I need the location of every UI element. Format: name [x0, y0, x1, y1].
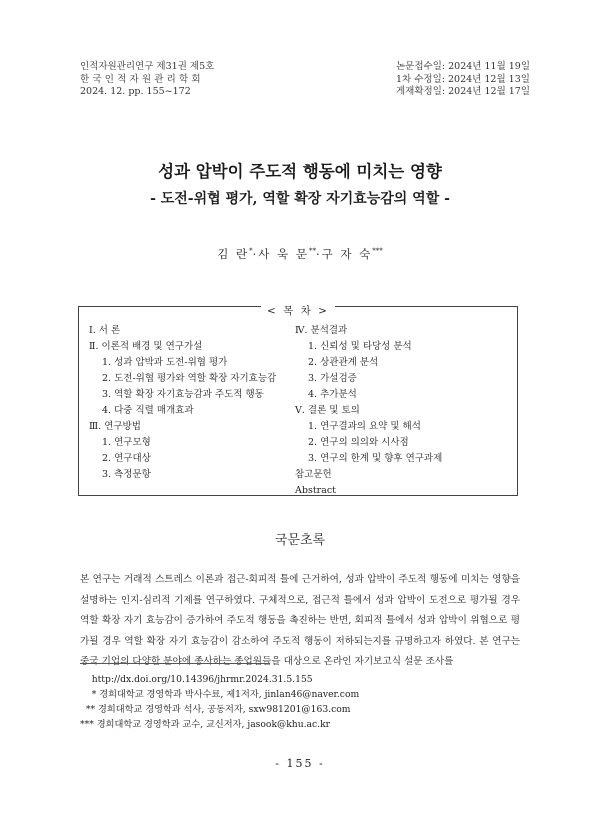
toc-subsection: 2. 연구대상: [102, 453, 151, 464]
footnote-mark: **: [85, 704, 96, 715]
table-of-contents: [78, 306, 518, 496]
journal-pages: 2024. 12. pp. 155~172: [80, 86, 191, 97]
footnote-divider: [80, 663, 270, 664]
author-name: 구 자 숙: [321, 247, 373, 261]
author-mark: ***: [372, 247, 383, 256]
toc-right-column: [295, 323, 442, 499]
toc-left-column: [89, 323, 276, 483]
toc-subsection: 2. 상관관계 분석: [308, 357, 379, 368]
page-number: - 155 -: [275, 757, 325, 770]
toc-subsection: 1. 성과 압박과 도전-위협 평가: [102, 357, 228, 368]
toc-subsection: 3. 측정문항: [102, 469, 151, 480]
toc-subsection: 1. 신뢰성 및 타당성 분석: [308, 341, 412, 352]
footnote-mark: *: [91, 689, 97, 700]
author-name: 김 란: [217, 247, 250, 261]
toc-subsection: 3. 가설검증: [308, 373, 357, 384]
author-list: [0, 246, 600, 262]
toc-section: Ⅴ. 결론 및 토의: [295, 405, 360, 416]
footnote-item: ** 경희대학교 경영학과 석사, 공동저자, sxw981201@163.com: [85, 704, 351, 715]
toc-section: Ⅰ. 서 론: [89, 325, 121, 336]
journal-info: [80, 61, 214, 99]
doi-link[interactable]: http://dx.doi.org/10.14396/jhrmr.2024.31.5.155: [91, 674, 313, 685]
received-date: 논문접수일: 2024년 11월 19일: [396, 61, 531, 72]
revised-date: 1차 수정일: 2024년 12월 13일: [396, 73, 530, 85]
toc-subsection: 3. 역할 확장 자기효능감과 주도적 행동: [102, 389, 264, 400]
journal-volume: 인적자원관리연구 제31권 제5호: [80, 61, 215, 72]
footnote-item: * 경희대학교 경영학과 박사수료, 제1저자, jinlan46@naver.com: [91, 689, 360, 700]
footnote-item: *** 경희대학교 경영학과 교수, 교신저자, jasook@khu.ac.kr: [80, 719, 331, 730]
toc-section: Ⅱ. 이론적 배경 및 연구가설: [89, 341, 203, 352]
journal-society: 한국인적자원관리학회: [80, 73, 204, 85]
footnotes: [80, 672, 359, 732]
footnote-mark: ***: [80, 719, 94, 730]
toc-section: Ⅲ. 연구방법: [89, 421, 141, 432]
author-separator: ·: [252, 247, 259, 261]
toc-subsection: 1. 연구결과의 요약 및 해석: [308, 421, 421, 432]
toc-subsection: 3. 연구의 한계 및 향후 연구과제: [308, 453, 443, 464]
toc-subsection: 2. 도전-위협 평가와 역할 확장 자기효능감: [102, 373, 277, 384]
author-name: 사 욱 문: [258, 247, 309, 261]
author-separator: ·: [315, 247, 322, 261]
author-mark: **: [308, 247, 316, 256]
abstract-body: 본 연구는 거래적 스트레스 이론과 접근-회피적 틀에 근거하여, 성과 압박이 주도적 행동에 미치는 영향을 설명하는 인지-심리적 기제를 연구하였다. 구체적으로, 접근적 틀에서 성과 압박이 도전으로 평가될 경우 역할 확장 자기 효능감이 증가하여 주도적 행동을 촉진하는 반면, 회피적 틀에서 성과 압박이 위협으로 평가될 경우 역할 확장 자기 효능감이 감소하여 주도적 행동이 저하되는지를 규명하고자 하였다. 본 연구는 중국 기업의 다양한 분야에 종사하는 종업원들을 대상으로 온라인 자기보고식 설문 조사를: [80, 574, 520, 668]
abstract-heading: 국문초록: [274, 533, 326, 548]
toc-section: Ⅳ. 분석결과: [295, 325, 348, 336]
toc-section: Abstract: [295, 485, 336, 496]
paper-subtitle: - 도전-위협 평가, 역할 확장 자기효능감의 역할 -: [150, 191, 450, 207]
toc-subsection: 4. 다중 직렬 매개효과: [102, 405, 194, 416]
toc-subsection: 2. 연구의 의의와 시사점: [308, 437, 409, 448]
paper-title: 성과 압박이 주도적 행동에 미치는 영향: [158, 162, 442, 181]
toc-subsection: 1. 연구모형: [102, 437, 151, 448]
author-mark: *: [249, 247, 253, 256]
toc-subsection: 4. 추가분석: [308, 389, 357, 400]
accepted-date: 게재확정일: 2024년 12월 17일: [396, 86, 531, 97]
submission-info: [396, 61, 530, 99]
toc-heading: < 목 차 >: [79, 299, 517, 318]
toc-section: 참고문헌: [295, 469, 332, 480]
